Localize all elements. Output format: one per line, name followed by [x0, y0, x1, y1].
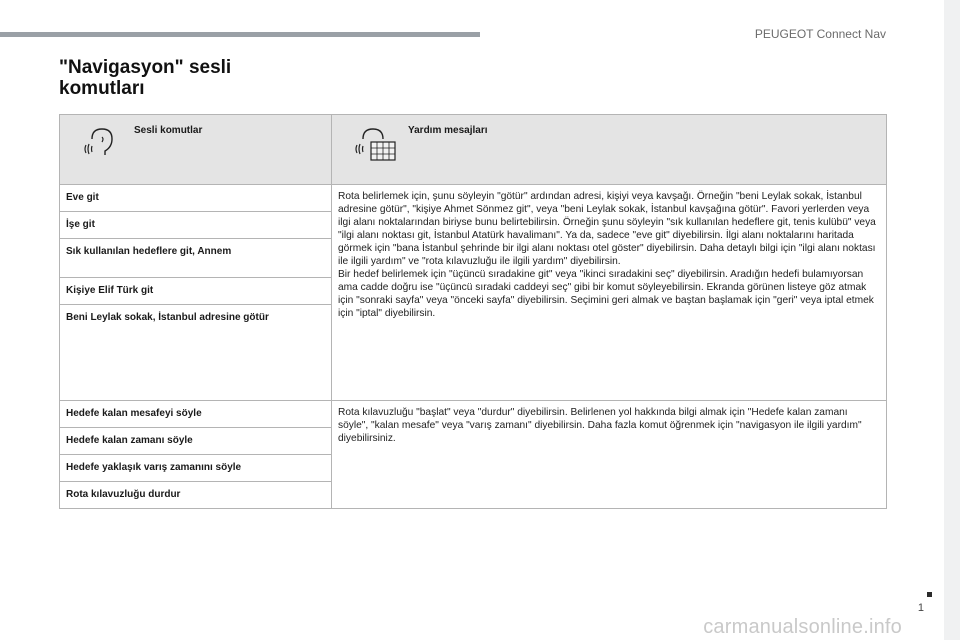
voice-commands-table: [59, 114, 887, 509]
voice-command-cell: Beni Leylak sokak, İstanbul adresine götür: [60, 305, 332, 401]
voice-command-cell: Sık kullanılan hedeflere git, Annem: [60, 239, 332, 278]
voice-command-cell: İşe git: [60, 212, 332, 239]
voice-command-cell: Hedefe yaklaşık varış zamanını söyle: [60, 455, 332, 482]
table-row: [60, 401, 887, 428]
table-header-row: [60, 115, 887, 185]
table-row: [60, 185, 887, 212]
page-number: 1: [917, 602, 924, 614]
voice-command-cell: Eve git: [60, 185, 332, 212]
voice-command-cell: Hedefe kalan mesafeyi söyle: [60, 401, 332, 428]
watermark: carmanualsonline.info: [703, 616, 902, 638]
help-message-cell: Rota kılavuzluğu "başlat" veya "durdur" diyebilirsin. Belirlenen yol hakkında bilgi almak için "Hedefe kalan zamanı söyle", "kalan mesafe" veya "varış zamanı" diyebilirsin. Daha fazla komut öğrenmek için "navigasyon ile ilgili yardım" diyebilirsiniz.: [332, 401, 887, 509]
column-header-label: Sesli komutlar: [134, 125, 203, 136]
help-message-cell: Rota belirlemek için, şunu söyleyin "götür" ardından adresi, kişiyi veya kavşağı. Örneğin "beni Leylak sokak, İstanbul adresine götür", "kişiye Ahmet Sönmez git", veya "beni Leylak sokak, İstanbul kavşağına götür". Favori yerlerden veya ilgi alanı noktalarından biriyse bunu belirtebilirsin. Örneğin şunu söyleyin "sık kullanılan hedeflere git, tenis kulübü" veya "ilgi alanı noktası git, İstanbul Atatürk havalimanı". Ya da, sadece "eve git" diyebilirsin. İlgi alanı noktalarını haritada görmek için "bana İstanbul şehrinde bir ilgi alanı noktası otel göster" diyebilirsin. Daha detaylı bilgi için "ilgi alanı noktası ile ilgili yardım" ve "rota kılavuzluğu ile ilgili yardım" diyebilirsin. Bir hedef belirlemek için "üçüncü sıradakine git" veya "ikinci sıradakini seç" diyebilirsin. Aradığın hedefi bulamıyorsan ama cadde doğru ise "üçüncü sıradaki caddeyi seç" gibi bir komut söyleyebilirsin. Ekranda görünen listeye göz atmak için "sonraki sayfa" veya "önceki sayfa" diyebilirsin. Seçimini geri almak ve baştan başlamak için "geri" veya iptal etmek için "iptal" diyebilirsin.: [332, 185, 887, 401]
voice-command-cell: Kişiye Elif Türk git: [60, 278, 332, 305]
column-header-label: Yardım mesajları: [408, 125, 488, 136]
voice-command-icon: [83, 127, 119, 161]
page-edge-strip: [944, 0, 960, 640]
column-header-help-messages: [332, 115, 887, 185]
page-marker-square: [927, 592, 932, 597]
header-rule: [0, 32, 480, 37]
voice-command-cell: Rota kılavuzluğu durdur: [60, 482, 332, 509]
help-message-icon: [354, 127, 398, 167]
page-title: "Navigasyon" sesli komutları: [59, 57, 232, 99]
column-header-voice-commands: [60, 115, 332, 185]
header-product-name: PEUGEOT Connect Nav: [754, 27, 886, 41]
voice-command-cell: Hedefe kalan zamanı söyle: [60, 428, 332, 455]
